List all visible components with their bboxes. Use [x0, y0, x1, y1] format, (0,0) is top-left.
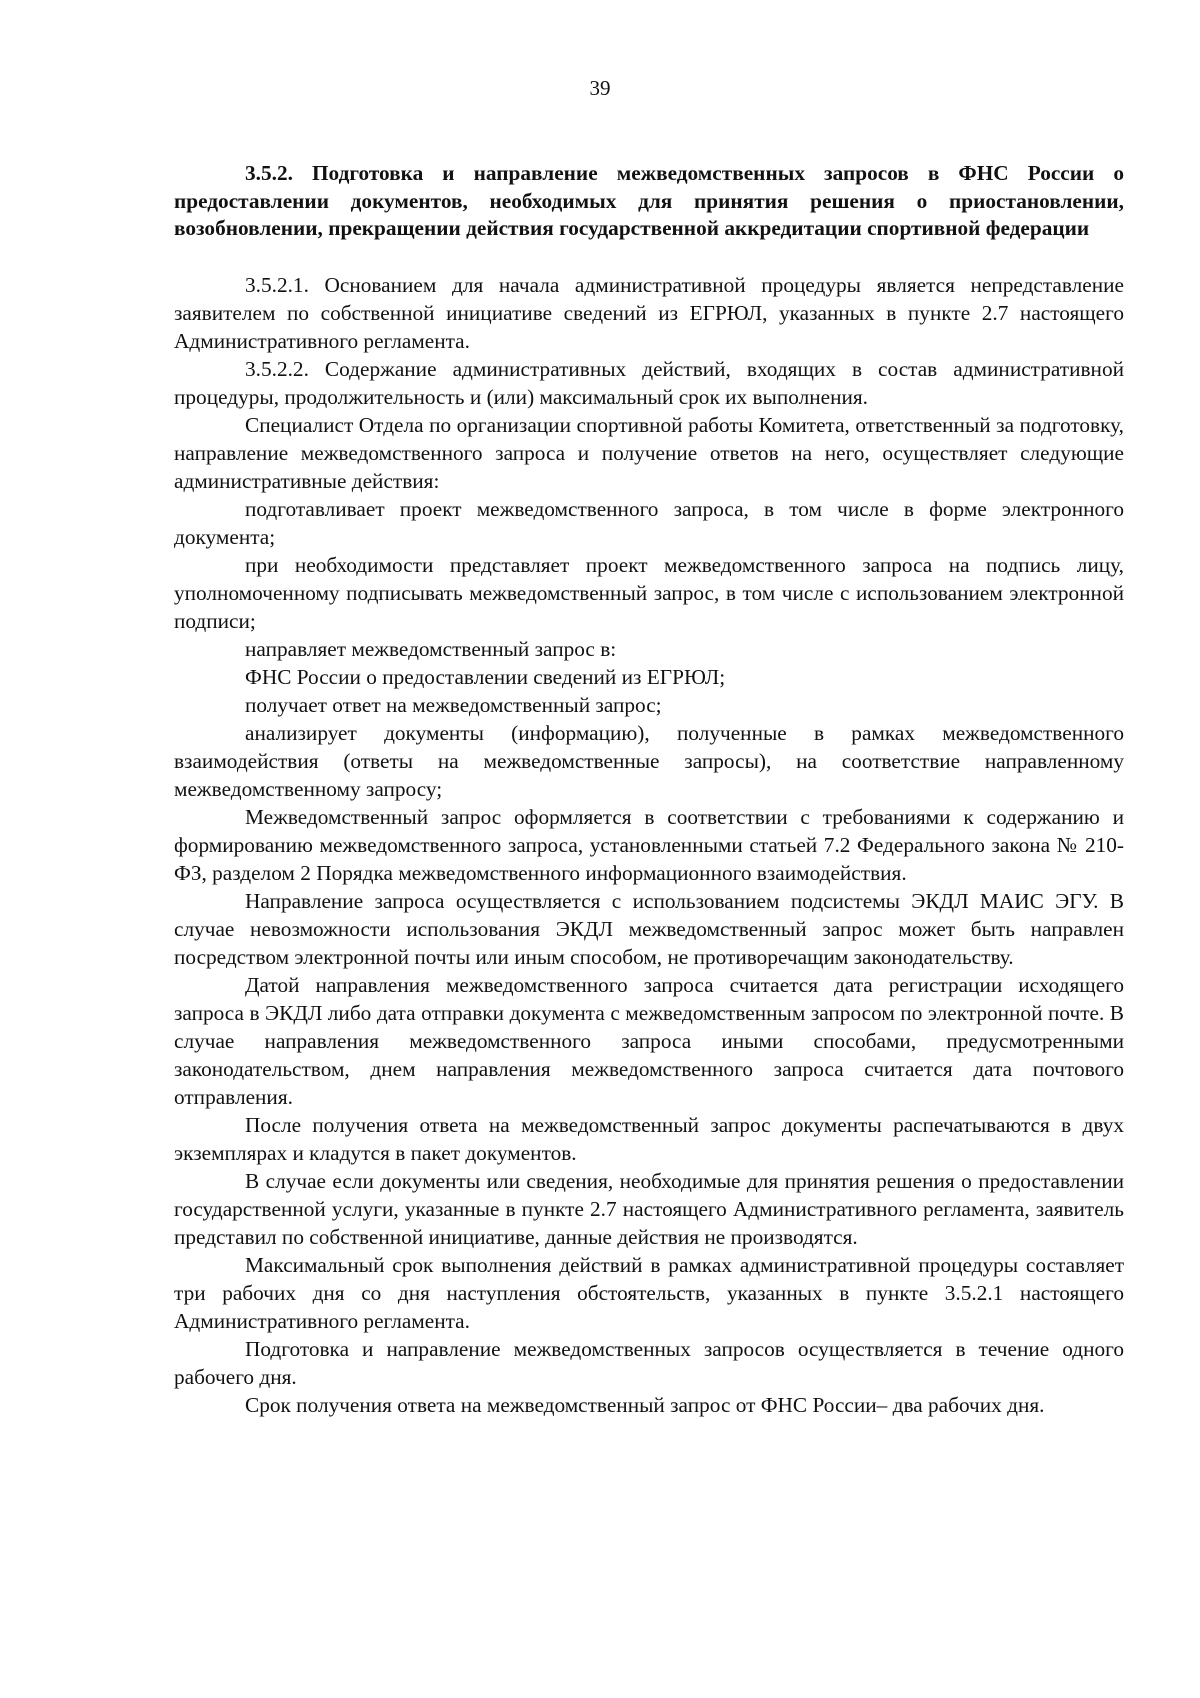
paragraph-submits-signature: при необходимости представляет проект межведомственного запроса на подпись лицу, уполномоченному подписывать межведомственный запрос, в том числе с использованием электронной подписи;	[174, 552, 1124, 633]
paragraph-specialist: Специалист Отдела по организации спортивной работы Комитета, ответственный за подготовку, направление межведомственного запроса и получение ответов на него, осуществляет следующие административные действия:	[174, 412, 1124, 493]
paragraph-no-action: В случае если документы или сведения, необходимые для принятия решения о предоставлении государственной услуги, указанные в пункте 2.7 настоящего Административного регламента, заявитель представил по собственной инициативе, данные действия не производятся.	[174, 1168, 1124, 1249]
paragraph-print-copies: После получения ответа на межведомственный запрос документы распечатываются в двух экземплярах и кладутся в пакет документов.	[174, 1112, 1124, 1165]
paragraph-prepares-draft: подготавливает проект межведомственного запроса, в том числе в форме электронного документа;	[174, 496, 1124, 549]
page-number: 39	[589, 76, 611, 100]
paragraph-answer-term: Срок получения ответа на межведомственный запрос от ФНС России– два рабочих дня.	[245, 1392, 1045, 1417]
paragraph-request-date: Датой направления межведомственного запроса считается дата регистрации исходящего запроса в ЭКДЛ либо дата отправки документа с межведомственным запросом по электронной почте. В случае направления межведомственного запроса иными способами, предусмотренными законодательством, днем направления межведомственного запроса считается дата почтового отправления.	[174, 972, 1124, 1109]
paragraph-one-day: Подготовка и направление межведомственных запросов осуществляется в течение одного рабочего дня.	[174, 1336, 1124, 1389]
paragraph-3-5-2-1: 3.5.2.1. Основанием для начала административной процедуры является непредставление заявителем по собственной инициативе сведений из ЕГРЮЛ, указанных в пункте 2.7 настоящего Административного регламента.	[174, 272, 1124, 353]
paragraph-request-channel: Направление запроса осуществляется с использованием подсистемы ЭКДЛ МАИС ЭГУ. В случае невозможности использования ЭКДЛ межведомственный запрос может быть направлен посредством электронной почты или иным способом, не противоречащим законодательству.	[174, 888, 1124, 969]
paragraph-fns-egrul: ФНС России о предоставлении сведений из ЕГРЮЛ;	[245, 664, 726, 689]
paragraph-receives-answer: получает ответ на межведомственный запрос;	[245, 692, 662, 717]
paragraph-request-format: Межведомственный запрос оформляется в соответствии с требованиями к содержанию и формированию межведомственного запроса, установленными статьей 7.2 Федерального закона № 210-ФЗ, разделом 2 Порядка межведомственного информационного взаимодействия.	[174, 804, 1124, 885]
paragraph-sends-request: направляет межведомственный запрос в:	[245, 636, 617, 661]
paragraph-analyzes: анализирует документы (информацию), полученные в рамках межведомственного взаимодействия (ответы на межведомственные запросы), на соответствие направленному межведомственному запросу;	[174, 720, 1124, 801]
paragraph-3-5-2-2: 3.5.2.2. Содержание административных действий, входящих в состав административной процедуры, продолжительность и (или) максимальный срок их выполнения.	[174, 356, 1124, 409]
paragraph-max-term: Максимальный срок выполнения действий в рамках административной процедуры составляет три рабочих дня со дня наступления обстоятельств, указанных в пункте 3.5.2.1 настоящего Административного регламента.	[174, 1252, 1124, 1333]
section-heading: 3.5.2. Подготовка и направление межведомственных запросов в ФНС России о предоставлении документов, необходимых для принятия решения о приостановлении, возобновлении, прекращении действия государственной аккредитации спортивной федерации	[174, 161, 1124, 240]
document-body	[174, 160, 1124, 1419]
